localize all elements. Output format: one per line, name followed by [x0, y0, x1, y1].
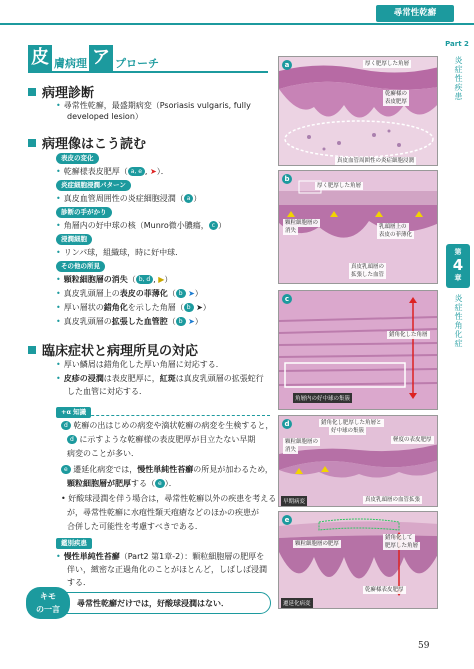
note-text: 遷延化病変では， — [73, 465, 138, 474]
item-text-end: を示した角層 — [127, 303, 176, 312]
title-kanji-2: 膚病理 — [54, 57, 87, 70]
item-parakeratosis: • 厚い層状の錯角化を示した角層（ b ➤） — [56, 302, 211, 313]
pill-clue: 診断の手がかり — [56, 207, 112, 218]
item-text: は表皮肥厚に， — [103, 374, 160, 383]
blue-arrow-icon: ➤ — [188, 317, 195, 326]
label-psoriasiform-1: 乾癬様の — [385, 91, 408, 97]
label-horny-1: 錯角化して — [385, 535, 413, 541]
title-kanji-4: プローチ — [115, 57, 159, 70]
note-3c: 合併した可能性を考慮すべきである． — [67, 522, 203, 531]
label-thick-horny: 厚く肥厚した角層 — [365, 61, 410, 67]
diff-line-3: する． — [67, 578, 91, 587]
item-psoriasiform: • 乾癬様表皮肥厚（ a, e , ➤）． — [56, 166, 169, 177]
figure-ref: c — [209, 221, 218, 230]
plus-alpha-label: +α 知識 — [56, 407, 91, 418]
item-text: は真皮乳頭層の拡張蛇行 — [175, 374, 264, 383]
item-text: 真皮乳頭層の — [63, 317, 112, 326]
differential-label: 鑑別疾患 — [56, 538, 92, 549]
label-neutrophil: 角層内の好中球の集簇 — [293, 393, 352, 403]
item-thinning: • 真皮乳頭層上の表皮の菲薄化（ b ➤） — [56, 288, 203, 299]
header-rule — [0, 23, 474, 25]
note-1b — [64, 434, 255, 445]
item-perivascular: • 真皮血管周囲性の炎症細胞浸潤（ a ） — [56, 193, 201, 204]
item-text: 厚い層状の — [63, 303, 104, 312]
note-divider — [56, 415, 270, 416]
figure-c — [278, 290, 438, 410]
label-vessel-2: 拡張した血管 — [351, 272, 385, 278]
clinical-line-1: • 厚い鱗屑は錯角化した厚い角層に対応する． — [56, 359, 224, 370]
badge-top: キモ — [40, 592, 56, 601]
item-text-bold: 錯角化 — [103, 303, 128, 312]
key-point-box — [28, 592, 271, 614]
diff-text-bold: 慢性単純性苔癬 — [63, 552, 120, 561]
figure-ref: a, e — [128, 167, 145, 176]
note-text: 好酸球浸潤を伴う場合は，尋常性乾癬以外の疾患を考える — [68, 494, 277, 503]
note-text: する（ — [131, 479, 155, 488]
title-underline — [28, 71, 268, 73]
red-arrow-icon: ➤ — [150, 167, 157, 176]
figure-ref: b — [176, 289, 186, 298]
key-point-text: 尋常性乾癬だけでは，好酸球浸潤はない． — [77, 598, 229, 608]
item-vessels: • 真皮乳頭層の拡張した血管腔（ b ➤） — [56, 316, 203, 327]
square-bullet-icon — [28, 88, 36, 96]
label-granular-1: 顆粒細胞層の — [285, 439, 319, 445]
label-thinning-2: 表皮の菲薄化 — [379, 232, 413, 238]
item-text-end: ） — [218, 221, 227, 230]
note-3b: が，尋常性乾癬に水疱性類天疱瘡などのほかの疾患が — [67, 508, 259, 517]
label-granular-2: 消失 — [285, 447, 297, 453]
diff-line-1 — [56, 551, 264, 562]
pill-infiltrate-pattern: 炎症細胞浸潤パターン — [56, 180, 131, 191]
label-granular-1: 顆粒細胞層の — [285, 220, 319, 226]
note-text: の所見が加わるため， — [193, 465, 273, 474]
pill-cells: 浸潤細胞 — [56, 234, 92, 245]
item-munro — [56, 220, 226, 231]
note-text: 乾癬の出はじめの病変や滴状乾癬の病変を生検すると， — [73, 421, 274, 430]
figure-letter: c — [282, 294, 292, 304]
item-text: 真皮血管周囲性の炎症細胞浸潤 — [63, 194, 176, 203]
histology-image-a — [279, 57, 438, 166]
diff-line-2: 伴い，緻密な正過角化のことがほとんど，しばしば浸潤 — [67, 565, 267, 574]
chapter-number: 4 — [452, 256, 464, 274]
label-parakeratotic: 錯角化した角層 — [389, 332, 428, 338]
item-text: 真皮乳頭層上の — [63, 289, 120, 298]
title-kanji-1: 皮 — [28, 45, 52, 71]
pill-other: その他の所見 — [56, 261, 105, 272]
figure-ref-d: d — [67, 435, 77, 444]
figure-ref: a — [184, 194, 194, 203]
black-arrow-icon: ➤ — [196, 303, 203, 312]
figure-b — [278, 170, 438, 284]
reading-heading-text: 病理像はこう読む — [42, 137, 147, 152]
note-2a — [58, 464, 273, 475]
figure-ref: b, d — [136, 275, 153, 284]
label-thinning-1: 乳頭層上の — [379, 224, 407, 230]
clinical-line-3: した血管に対応する． — [67, 387, 147, 396]
clinical-line-2 — [56, 373, 264, 384]
page-title — [28, 45, 161, 71]
section-badge: 尋常性乾癬 — [376, 5, 454, 22]
item-text: 顆粒細胞層の消失 — [63, 275, 128, 284]
diagnosis-heading — [28, 82, 94, 101]
label-granular-2: 消失 — [285, 228, 297, 234]
label-early: 早期病変 — [281, 496, 307, 506]
label-psoriasiform-2: 表皮肥厚 — [385, 99, 408, 105]
badge-bottom: の一言 — [36, 605, 60, 614]
figure-ref-e: e — [155, 479, 165, 488]
clinical-heading-text: 臨床症状と病理所見の対応 — [42, 344, 199, 359]
note-text-bold: 慢性単純性苔癬 — [137, 465, 194, 474]
figure-letter: b — [282, 174, 292, 184]
reading-heading — [28, 133, 146, 152]
yellow-triangle-icon: ▶ — [158, 275, 165, 284]
note-1a — [58, 420, 273, 431]
figure-ref-d: d — [61, 421, 71, 430]
title-kanji-3: ア — [89, 45, 113, 71]
figure-ref: b — [184, 303, 194, 312]
blue-arrow-icon: ➤ — [188, 289, 195, 298]
note-text: ）． — [164, 479, 177, 488]
item-text: 乾癬様表皮肥厚 — [63, 167, 120, 176]
figure-e — [278, 511, 438, 609]
chapter-title: 炎症性角化症 — [454, 294, 463, 348]
diagnosis-heading-text: 病理診断 — [42, 86, 95, 101]
note-text: に示すような乾癬様の表皮肥厚が目立たない早期 — [79, 435, 256, 444]
item-text-bold: 皮疹の浸潤 — [63, 374, 104, 383]
part-label: Part 2 — [445, 40, 469, 48]
note-3a: • 好酸球浸潤を伴う場合は，尋常性乾癬以外の疾患を考える — [61, 494, 277, 503]
item-text-bold: 紅斑 — [159, 374, 176, 383]
figure-ref-e: e — [61, 465, 71, 474]
diagnosis-line-1: • 尋常性乾癬，最盛期病変（Psoriasis vulgaris, fully — [56, 100, 251, 111]
clinical-heading — [28, 340, 198, 359]
label-granular-thick: 顆粒細胞層の肥厚 — [295, 541, 340, 547]
figure-ref: b — [176, 317, 186, 326]
label-parakeratotic-1: 錯角化し肥厚した角層と — [321, 420, 382, 426]
chapter-label: 第 — [454, 248, 462, 256]
pill-epidermis: 表皮の変化 — [56, 153, 99, 164]
square-bullet-icon — [28, 139, 36, 147]
key-point-badge — [26, 587, 70, 619]
item-cells: • リンパ球，組織球，時に好中球． — [56, 247, 183, 258]
square-bullet-icon — [28, 346, 36, 354]
item-text: 角層内の好中球の核（Munro微小膿瘍， — [63, 221, 209, 230]
label-parakeratotic-2: 好中球の集簇 — [331, 428, 365, 434]
label-vessel-dilation: 真皮乳頭層の血管拡張 — [365, 497, 421, 503]
label-horny-2: 肥厚した角層 — [385, 543, 419, 549]
note-text-bold: 顆粒細胞層が肥厚 — [67, 479, 131, 488]
part-title: 炎症性疾患 — [454, 56, 463, 101]
label-chronic: 遷延化病変 — [281, 598, 313, 608]
histology-image-e — [279, 512, 438, 609]
label-vessel-1: 真皮乳頭層の — [351, 264, 385, 270]
label-mild-hyperplasia: 軽度の表皮肥厚 — [393, 437, 432, 443]
label-perivascular: 真皮血管周囲性の炎症細胞浸潤 — [337, 158, 415, 164]
chapter-suffix: 章 — [454, 274, 462, 282]
item-text-bold: 拡張した血管腔 — [111, 317, 168, 326]
label-thick-horny: 厚く肥厚した角層 — [317, 183, 362, 189]
figure-letter: d — [282, 419, 292, 429]
item-text-bold: 表皮の菲薄化 — [119, 289, 168, 298]
page-number: 59 — [418, 641, 430, 651]
label-psoriasiform: 乾癬様表皮肥厚 — [365, 587, 404, 593]
figure-d — [278, 415, 438, 507]
diagnosis-line-2: developed lesion） — [67, 112, 143, 121]
figure-letter: a — [282, 60, 292, 70]
chapter-tab — [446, 244, 470, 288]
figure-letter: e — [282, 515, 292, 525]
figure-a — [278, 56, 438, 166]
note-2b — [64, 478, 177, 489]
note-1c: 病変のことが多い． — [67, 449, 139, 458]
item-granular-loss: • 顆粒細胞層の消失（ b, d , ▶） — [56, 274, 172, 285]
diff-text: （Part2 第1章-2）：顆粒細胞層の肥厚を — [119, 552, 265, 561]
